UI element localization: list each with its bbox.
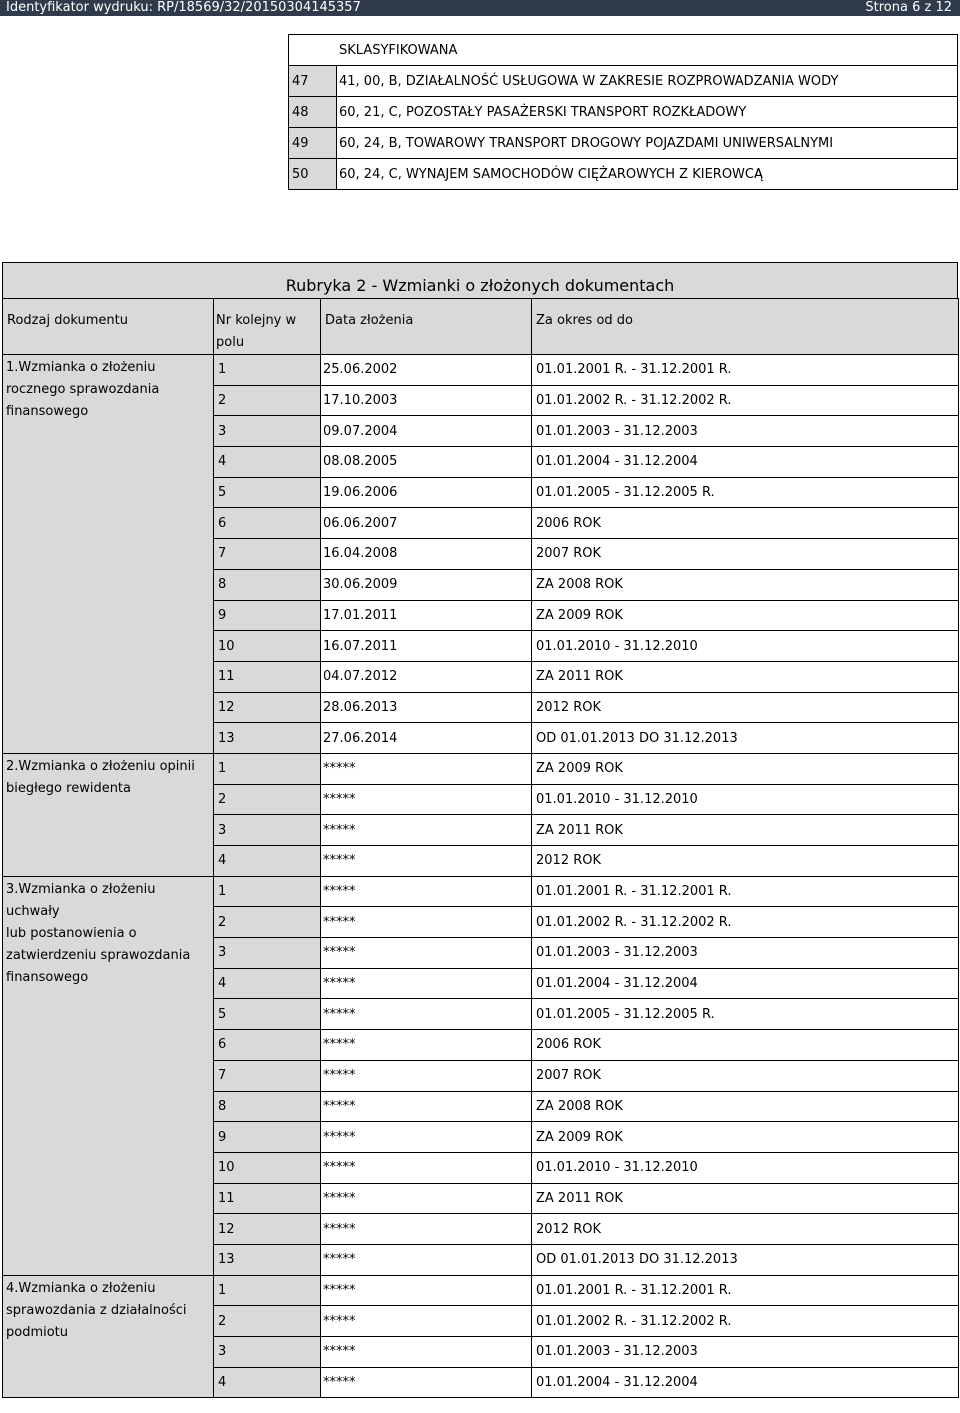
print-identifier: Identyfikator wydruku: RP/18569/32/20150304145357	[6, 0, 361, 15]
pkd-row	[289, 66, 958, 97]
row-nr-cell: 13	[214, 1244, 321, 1275]
row-date-cell: 30.06.2009	[321, 569, 532, 600]
row-date-cell: *****	[321, 938, 532, 969]
print-header-bar	[0, 0, 960, 16]
row-period-cell: 01.01.2005 - 31.12.2005 R.	[532, 999, 959, 1030]
row-date-cell: 16.04.2008	[321, 539, 532, 570]
row-date-cell: 04.07.2012	[321, 661, 532, 692]
row-date-cell: *****	[321, 753, 532, 784]
row-nr-cell: 13	[214, 723, 321, 754]
row-period-cell: 01.01.2004 - 31.12.2004	[532, 447, 959, 478]
row-period-cell: 2006 ROK	[532, 1030, 959, 1061]
document-type-label-line: lub postanowienia o	[6, 925, 137, 941]
row-date-cell: 06.06.2007	[321, 508, 532, 539]
row-date-cell: *****	[321, 907, 532, 938]
row-period-cell: 01.01.2001 R. - 31.12.2001 R.	[532, 1275, 959, 1306]
row-period-cell: 01.01.2010 - 31.12.2010	[532, 1152, 959, 1183]
row-nr-cell: 2	[214, 385, 321, 416]
pkd-row-description: 41, 00, B, DZIAŁALNOŚĆ USŁUGOWA W ZAKRESIE ROZPROWADZANIA WODY	[337, 66, 958, 97]
row-date-cell: *****	[321, 1214, 532, 1245]
row-period-cell: ZA 2011 ROK	[532, 661, 959, 692]
row-date-cell: *****	[321, 1367, 532, 1398]
row-nr-cell: 3	[214, 1337, 321, 1368]
pkd-row-description: 60, 24, C, WYNAJEM SAMOCHODÓW CIĘŻAROWYCH Z KIEROWCĄ	[337, 159, 958, 190]
document-type-label-line: 1.Wzmianka o złożeniu	[6, 360, 156, 375]
row-date-cell: *****	[321, 1152, 532, 1183]
row-nr-cell: 6	[214, 1030, 321, 1061]
row-period-cell: ZA 2009 ROK	[532, 753, 959, 784]
document-type-label-line: 2.Wzmianka o złożeniu opinii	[6, 758, 195, 774]
row-nr-cell: 12	[214, 692, 321, 723]
row-date-cell: *****	[321, 1091, 532, 1122]
row-period-cell: 01.01.2004 - 31.12.2004	[532, 1367, 959, 1398]
pkd-row	[289, 128, 958, 159]
row-period-cell: 2012 ROK	[532, 692, 959, 723]
row-period-cell: 01.01.2001 R. - 31.12.2001 R.	[532, 355, 959, 386]
documents-table-header	[3, 299, 959, 355]
row-nr-cell: 9	[214, 600, 321, 631]
row-date-cell: *****	[321, 1337, 532, 1368]
row-nr-cell: 5	[214, 477, 321, 508]
row-period-cell: 01.01.2003 - 31.12.2003	[532, 938, 959, 969]
pkd-row-description: 60, 24, B, TOWAROWY TRANSPORT DROGOWY POJAZDAMI UNIWERSALNYMI	[337, 128, 958, 159]
row-date-cell: *****	[321, 876, 532, 907]
header-za-okres: Za okres od do	[532, 299, 959, 355]
documents-table	[2, 298, 959, 1398]
row-date-cell: *****	[321, 784, 532, 815]
row-period-cell: 01.01.2002 R. - 31.12.2002 R.	[532, 385, 959, 416]
table-row	[3, 876, 959, 907]
pkd-title-row	[289, 35, 958, 66]
row-date-cell: 27.06.2014	[321, 723, 532, 754]
pkd-row-number: 48	[289, 97, 337, 128]
row-date-cell: 17.10.2003	[321, 385, 532, 416]
row-date-cell: *****	[321, 968, 532, 999]
document-type-cell	[3, 876, 214, 1275]
row-nr-cell: 1	[214, 876, 321, 907]
row-nr-cell: 9	[214, 1122, 321, 1153]
row-period-cell: 01.01.2010 - 31.12.2010	[532, 631, 959, 662]
document-type-label-line: finansowego	[6, 969, 89, 985]
row-nr-cell: 7	[214, 1060, 321, 1091]
row-period-cell: ZA 2008 ROK	[532, 1091, 959, 1122]
table-row	[3, 355, 959, 386]
row-nr-cell: 11	[214, 1183, 321, 1214]
document-type-label-line: 3.Wzmianka o złożeniu uchwały	[6, 881, 156, 919]
row-nr-cell: 2	[214, 907, 321, 938]
document-type-label-line: podmiotu	[6, 1324, 69, 1340]
row-period-cell: OD 01.01.2013 DO 31.12.2013	[532, 1244, 959, 1275]
row-period-cell: 01.01.2010 - 31.12.2010	[532, 784, 959, 815]
row-nr-cell: 1	[214, 355, 321, 386]
row-nr-cell: 8	[214, 569, 321, 600]
document-type-label-line: biegłego rewidenta	[6, 780, 131, 796]
header-data-zlozenia: Data złożenia	[321, 299, 532, 355]
row-date-cell: *****	[321, 1060, 532, 1091]
row-date-cell: 19.06.2006	[321, 477, 532, 508]
row-date-cell: *****	[321, 1306, 532, 1337]
row-date-cell: 17.01.2011	[321, 600, 532, 631]
document-type-cell	[3, 1275, 214, 1398]
row-nr-cell: 4	[214, 968, 321, 999]
row-nr-cell: 4	[214, 846, 321, 877]
row-nr-cell: 4	[214, 447, 321, 478]
pkd-classification-table	[288, 34, 958, 190]
row-nr-cell: 2	[214, 1306, 321, 1337]
table-row	[3, 753, 959, 784]
row-period-cell: 2012 ROK	[532, 1214, 959, 1245]
row-period-cell: ZA 2009 ROK	[532, 1122, 959, 1153]
document-type-cell	[3, 355, 214, 754]
row-nr-cell: 7	[214, 539, 321, 570]
row-nr-cell: 3	[214, 416, 321, 447]
row-period-cell: 01.01.2002 R. - 31.12.2002 R.	[532, 1306, 959, 1337]
row-period-cell: ZA 2011 ROK	[532, 1183, 959, 1214]
document-type-cell	[3, 753, 214, 876]
row-date-cell: *****	[321, 815, 532, 846]
row-period-cell: 01.01.2001 R. - 31.12.2001 R.	[532, 876, 959, 907]
document-type-label-line: finansowego	[6, 404, 89, 419]
page-number: Strona 6 z 12	[865, 0, 952, 15]
row-date-cell: *****	[321, 846, 532, 877]
table-row	[3, 1275, 959, 1306]
header-nr-line1: Nr kolejny w	[216, 313, 297, 328]
row-nr-cell: 3	[214, 938, 321, 969]
pkd-row	[289, 159, 958, 190]
row-date-cell: *****	[321, 1183, 532, 1214]
row-nr-cell: 10	[214, 631, 321, 662]
document-type-label-line: zatwierdzeniu sprawozdania	[6, 947, 191, 963]
row-nr-cell: 3	[214, 815, 321, 846]
pkd-row-number: 50	[289, 159, 337, 190]
row-period-cell: OD 01.01.2013 DO 31.12.2013	[532, 723, 959, 754]
header-nr-line2: polu	[216, 335, 245, 350]
row-date-cell: 09.07.2004	[321, 416, 532, 447]
row-date-cell: *****	[321, 1275, 532, 1306]
row-period-cell: 01.01.2003 - 31.12.2003	[532, 1337, 959, 1368]
row-nr-cell: 11	[214, 661, 321, 692]
row-period-cell: 01.01.2005 - 31.12.2005 R.	[532, 477, 959, 508]
document-type-label-line: sprawozdania z działalności	[6, 1302, 187, 1318]
row-period-cell: ZA 2009 ROK	[532, 600, 959, 631]
row-date-cell: 25.06.2002	[321, 355, 532, 386]
row-nr-cell: 12	[214, 1214, 321, 1245]
row-period-cell: 2007 ROK	[532, 1060, 959, 1091]
row-date-cell: *****	[321, 1122, 532, 1153]
row-period-cell: 2012 ROK	[532, 846, 959, 877]
row-nr-cell: 2	[214, 784, 321, 815]
pkd-row-number: 49	[289, 128, 337, 159]
row-nr-cell: 10	[214, 1152, 321, 1183]
row-period-cell: 2007 ROK	[532, 539, 959, 570]
pkd-title: SKLASYFIKOWANA	[289, 35, 958, 66]
document-type-label-line: rocznego sprawozdania	[6, 382, 160, 397]
row-date-cell: *****	[321, 1030, 532, 1061]
row-period-cell: 01.01.2002 R. - 31.12.2002 R.	[532, 907, 959, 938]
section-title: Rubryka 2 - Wzmianki o złożonych dokumentach	[2, 262, 958, 298]
header-rodzaj-dokumentu: Rodzaj dokumentu	[3, 299, 214, 355]
row-nr-cell: 6	[214, 508, 321, 539]
pkd-row-number: 47	[289, 66, 337, 97]
row-period-cell: 2006 ROK	[532, 508, 959, 539]
row-nr-cell: 8	[214, 1091, 321, 1122]
row-period-cell: 01.01.2004 - 31.12.2004	[532, 968, 959, 999]
pkd-row	[289, 97, 958, 128]
pkd-row-description: 60, 21, C, POZOSTAŁY PASAŻERSKI TRANSPORT ROZKŁADOWY	[337, 97, 958, 128]
row-nr-cell: 4	[214, 1367, 321, 1398]
header-nr-kolejny	[214, 299, 321, 355]
row-period-cell: 01.01.2003 - 31.12.2003	[532, 416, 959, 447]
row-nr-cell: 5	[214, 999, 321, 1030]
row-date-cell: 16.07.2011	[321, 631, 532, 662]
row-nr-cell: 1	[214, 1275, 321, 1306]
row-nr-cell: 1	[214, 753, 321, 784]
row-date-cell: *****	[321, 1244, 532, 1275]
row-date-cell: 08.08.2005	[321, 447, 532, 478]
document-type-label-line: 4.Wzmianka o złożeniu	[6, 1280, 156, 1296]
row-period-cell: ZA 2008 ROK	[532, 569, 959, 600]
row-date-cell: 28.06.2013	[321, 692, 532, 723]
row-period-cell: ZA 2011 ROK	[532, 815, 959, 846]
row-date-cell: *****	[321, 999, 532, 1030]
